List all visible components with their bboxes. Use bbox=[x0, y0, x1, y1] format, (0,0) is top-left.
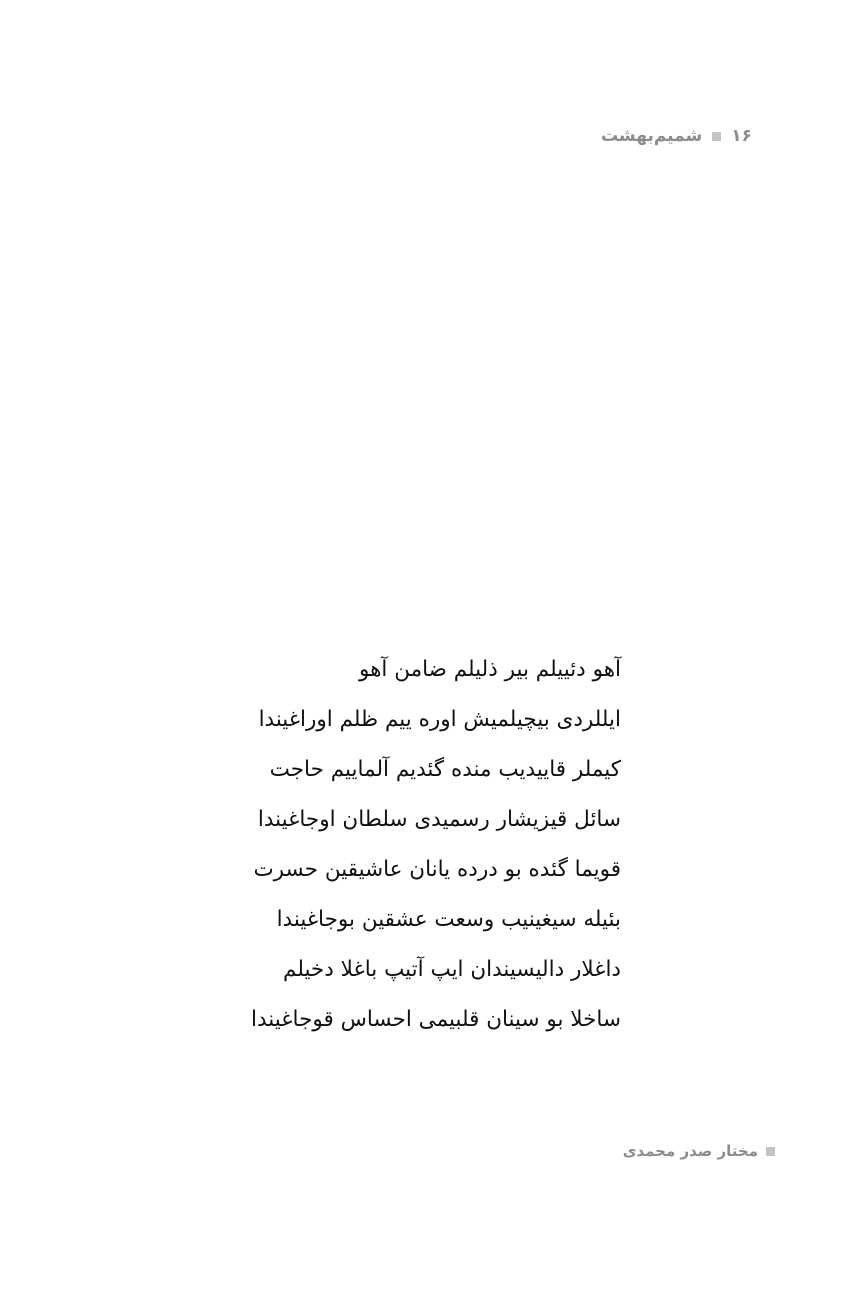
poem-line: ایللردی بیچیلمیش اوره ییم ظلم اوراغیندا bbox=[258, 707, 621, 732]
book-title: شمیم‌بهشت bbox=[600, 126, 703, 146]
poem-line: کیملر قاییدیب منده گئدیم آلماییم حاجت bbox=[269, 757, 621, 782]
page-number: ۱۶ bbox=[731, 126, 752, 146]
poem bbox=[251, 645, 621, 1045]
poem-line: داغلار دالیسیندان ایپ آتیپ باغلا دخیلم bbox=[283, 957, 621, 982]
poem-line: ساخلا بو سینان قلبیمی احساس قوجاغیندا bbox=[251, 1007, 621, 1032]
square-bullet-icon bbox=[766, 1147, 775, 1156]
poem-line: سائل قیزیشار رسمیدی سلطان اوجاغیندا bbox=[257, 807, 621, 832]
square-bullet-icon bbox=[712, 132, 721, 141]
author-attribution bbox=[623, 1142, 775, 1160]
poem-line: آهو دئییلم بیر ذلیلم ضامن آهو bbox=[358, 657, 621, 682]
author-name: مختار صدر محمدی bbox=[622, 1142, 758, 1160]
running-header bbox=[601, 126, 752, 146]
poem-line: بئیله سیغینیب وسعت عشقین بوجاغیندا bbox=[276, 907, 621, 932]
poem-line: قویما گئده بو درده یانان عاشیقین حسرت bbox=[253, 857, 621, 882]
